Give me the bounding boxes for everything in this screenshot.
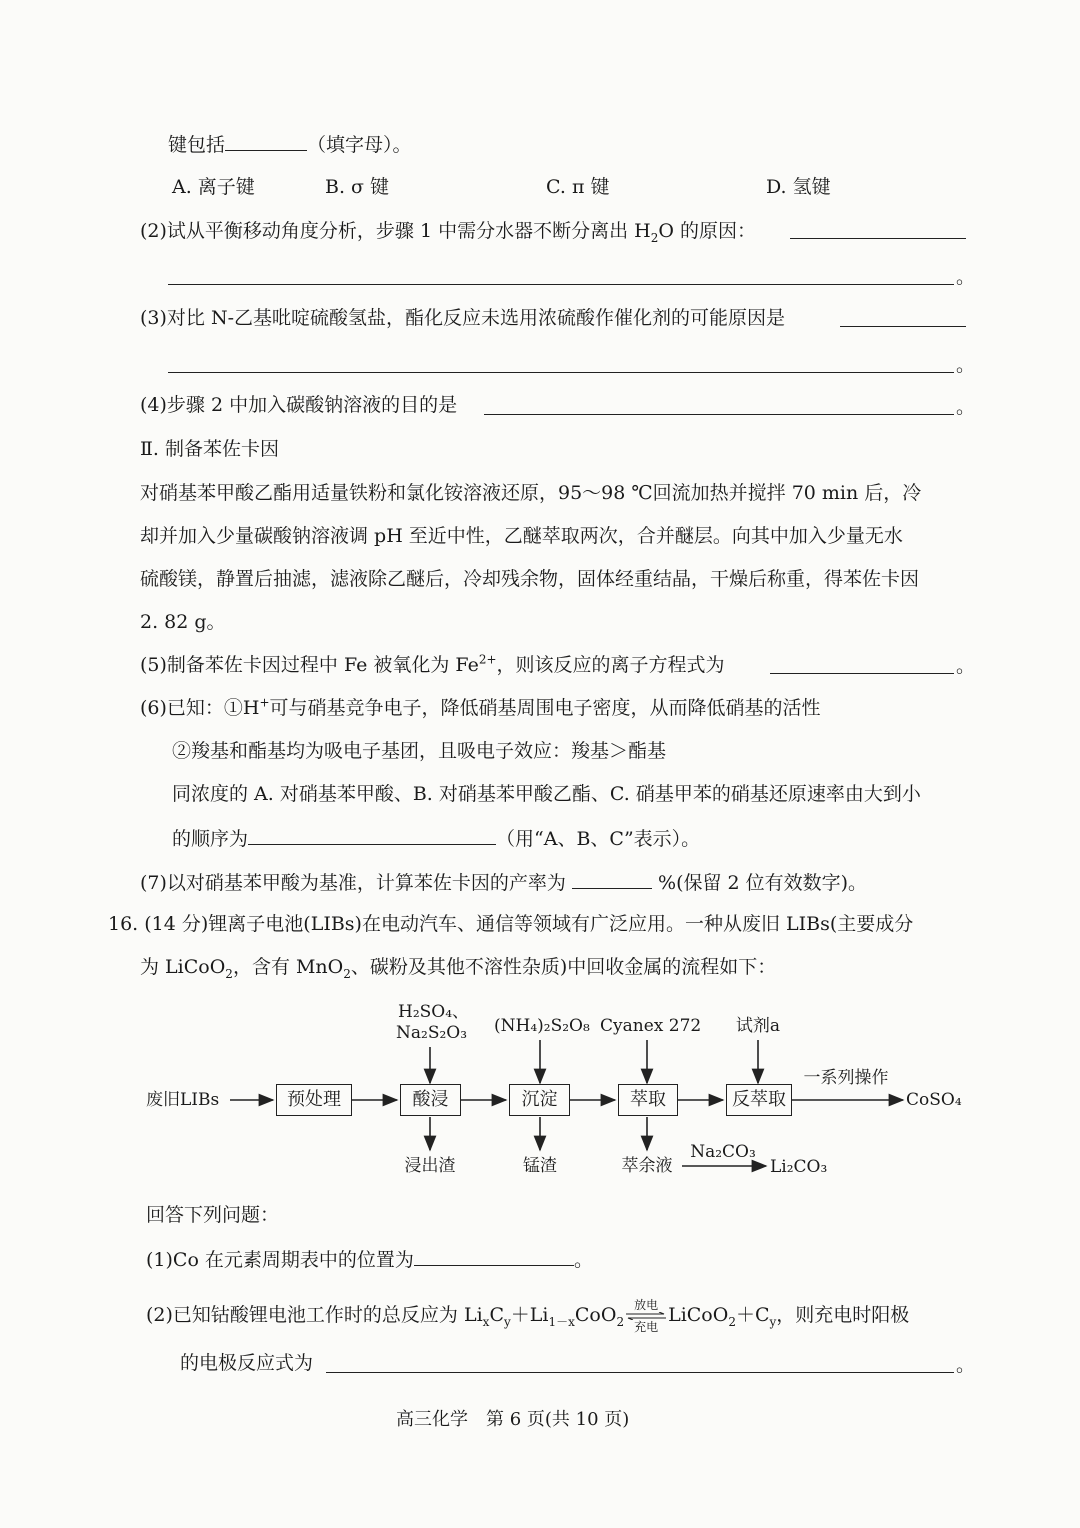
answer-blank[interactable] xyxy=(248,822,496,845)
question-5: (5)制备苯佐卡因过程中 Fe 被氧化为 $Fe^{2+}$，则该反应的离子方程式为 xyxy=(140,652,725,676)
flow-step-precipitate: 沉淀 xyxy=(509,1084,570,1116)
answer-line[interactable] xyxy=(168,372,954,373)
answer-line[interactable] xyxy=(484,414,954,415)
question-6: (6)已知：①H+可与硝基竞争电子，降低硝基周围电子密度，从而降低硝基的活性 xyxy=(140,695,821,719)
question-4: (4)步骤 2 中加入碳酸钠溶液的目的是 xyxy=(140,394,458,416)
period: 。 xyxy=(956,266,976,288)
answer-blank[interactable] xyxy=(414,1243,574,1266)
question-6-line: 的顺序为 （用“A、B、C”表示）。 xyxy=(172,822,700,852)
flow-step-acid-leach: 酸浸 xyxy=(400,1084,461,1116)
reagent-label: H₂SO₄、 xyxy=(398,1002,470,1022)
question-7: (7)以对硝基苯甲酸为基准，计算苯佐卡因的产率为 %(保留 2 位有效数字)。 xyxy=(140,866,867,896)
answer-line[interactable] xyxy=(840,326,966,327)
paragraph-line: 对硝基苯甲酸乙酯用适量铁粉和氯化铵溶液还原，95～98 ℃回流加热并搅拌 70 min 后，冷 xyxy=(140,482,922,504)
paragraph-line: 硫酸镁，静置后抽滤，滤液除乙醚后，冷却残余物，固体经重结晶，干燥后称重，得苯佐卡因 xyxy=(140,568,920,590)
question-16-line: 为 LiCoO$_2$，含有 MnO$_2$、碳粉及其他不溶性杂质)中回收金属的流程如下： xyxy=(140,956,777,981)
reagent-label: (NH₄)₂S₂O₈ xyxy=(494,1016,590,1036)
question-16-1: (1)Co 在元素周期表中的位置为 。 xyxy=(146,1243,593,1273)
reagent-label: Cyanex 272 xyxy=(600,1016,702,1036)
flow-step-extract: 萃取 xyxy=(618,1084,678,1116)
reversible-arrow: 放电 充电 xyxy=(626,1298,666,1334)
question-6-line: ②羧基和酯基均为吸电子基团，且吸电子效应：羧基＞酯基 xyxy=(172,740,667,762)
reagent-label: Na₂S₂O₃ xyxy=(396,1023,468,1043)
question-3: (3)对比 N-乙基吡啶硫酸氢盐，酯化反应未选用浓硫酸作催化剂的可能原因是 xyxy=(140,307,785,329)
answer-line[interactable] xyxy=(168,284,954,285)
option-d: D. 氢键 xyxy=(766,176,831,198)
flow-step-back-extract: 反萃取 xyxy=(726,1084,792,1116)
answer-blank[interactable] xyxy=(225,128,307,151)
residue-label: 锰渣 xyxy=(523,1156,557,1176)
paragraph-line: 2. 82 g。 xyxy=(140,611,226,633)
raffinate-label: 萃余液 xyxy=(621,1156,673,1176)
option-c: C. π 键 xyxy=(546,176,610,198)
paragraph-line: 却并加入少量碳酸钠溶液调 pH 至近中性，乙醚萃取两次，合并醚层。向其中加入少量无水 xyxy=(140,525,903,547)
product-label: Li₂CO₃ xyxy=(770,1157,828,1177)
answer-line[interactable] xyxy=(790,238,966,239)
period: 。 xyxy=(956,396,976,418)
residue-label: 浸出渣 xyxy=(404,1156,456,1176)
question-6-line: 同浓度的 A. 对硝基苯甲酸、B. 对硝基苯甲酸乙酯、C. 硝基甲苯的硝基还原速率由大到小 xyxy=(172,783,921,805)
answer-line[interactable] xyxy=(770,673,954,674)
period: 。 xyxy=(956,1354,976,1376)
period: 。 xyxy=(956,354,976,376)
question-16: 16. (14 分)锂离子电池(LIBs)在电动汽车、通信等领域有广泛应用。一种从废旧 LIBs(主要成分 xyxy=(108,913,914,935)
question-16-2-line: 的电极反应式为 xyxy=(180,1352,314,1374)
question-16-2: (2)已知钴酸锂电池工作时的总反应为 $Li_xC_y+Li_{1-x}CoO_2$ 放电 充电 $LiCoO_2+C_y$，则充电时阳极 xyxy=(146,1298,910,1334)
period: 。 xyxy=(956,655,976,677)
option-a: A. 离子键 xyxy=(172,176,255,198)
answer-blank[interactable] xyxy=(572,866,652,889)
reagent-label: 试剂a xyxy=(735,1016,781,1036)
page-footer: 高三化学 第 6 页(共 10 页) xyxy=(396,1409,630,1430)
operation-label: 一系列操作 xyxy=(803,1068,889,1088)
answer-lead: 回答下列问题： xyxy=(146,1204,280,1226)
product-label: CoSO₄ xyxy=(906,1090,962,1110)
flow-start: 废旧LIBs xyxy=(146,1090,220,1110)
option-b: B. σ 键 xyxy=(325,176,390,198)
section-title: Ⅱ. 制备苯佐卡因 xyxy=(140,438,279,460)
q14-tail-line: 键包括 （填字母）。 xyxy=(168,128,412,158)
question-2: (2)试从平衡移动角度分析，步骤 1 中需分水器不断分离出 $H_2O$ 的原因： xyxy=(140,220,756,245)
reagent-label: Na₂CO₃ xyxy=(690,1142,756,1162)
flow-step-pretreat: 预处理 xyxy=(276,1084,352,1116)
answer-line[interactable] xyxy=(326,1372,954,1373)
